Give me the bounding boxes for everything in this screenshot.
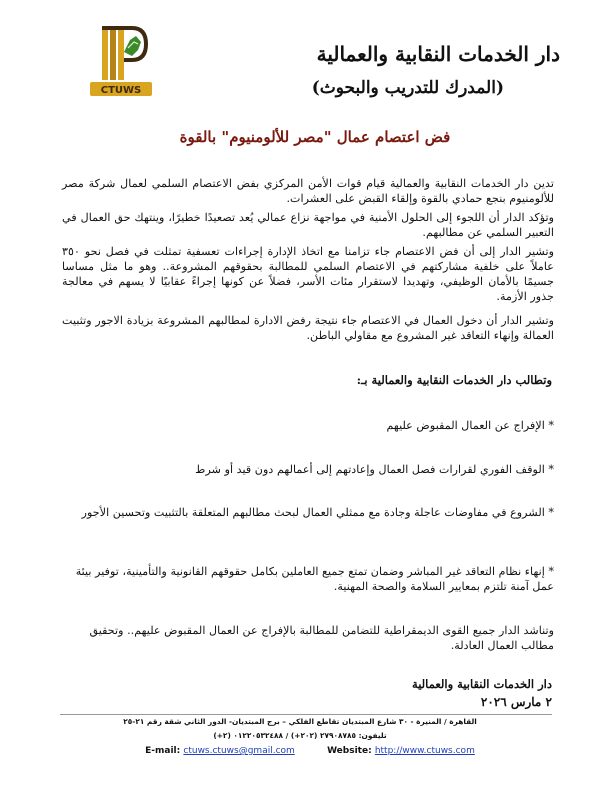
demand-item: * الشروع في مفاوضات عاجلة وجادة مع ممثلي العمال لبحث مطالبهم المتعلقة بالتثبيت وتحسين الأجور (81, 506, 554, 519)
signature: دار الخدمات النقابية والعمالية (412, 677, 552, 691)
website-link[interactable]: http://www.ctuws.com (374, 746, 475, 756)
demand-item: * الإفراج عن العمال المقبوض عليهم (386, 419, 554, 432)
demand-item: * إنهاء نظام التعاقد غير المباشر وضمان تمتع جميع العاملين بكامل حقوقهم القانونية والتأمينية، توفير بيئة عمل آمنة تلتزم بمعايير السلامة والصحة المهنية. (75, 565, 554, 593)
logo-text: CTUWS (100, 85, 142, 96)
footer-divider (60, 714, 552, 715)
org-name: دار الخدمات النقابية والعمالية (316, 42, 560, 66)
closing-paragraph: وتناشد الدار جميع القوى الديمقراطية للتضامن للمطالبة بالإفراج عن العمال المقبوض عليهم.. وتحقيق مطالب العمال العادلة. (89, 624, 554, 652)
website-label: Website: (327, 746, 372, 756)
email-label: E-mail: (145, 746, 181, 756)
document-date: ٢ مارس ٢٠٢٦ (480, 695, 552, 709)
demands-heading: وتطالب دار الخدمات النقابية والعمالية بـ: (356, 373, 552, 387)
paragraph-1: تدين دار الخدمات النقابية والعمالية قيام قوات الأمن المركزي بفض الاعتصام السلمي لعمال شركة مصر للألومنيوم بنجع حمادي بالقوة وإلقاء القبض على العشرات. (62, 177, 554, 205)
document-title: فض اعتصام عمال "مصر للألومنيوم" بالقوة (179, 128, 451, 146)
footer-phone: تليفون: ٢٧٩٠٨٧٨٥ (٢٠٢+) / ٠١٢٢٠٥٣٢٤٨٨ (٢+) (213, 731, 387, 740)
org-subtitle: (المدرك للتدريب والبحوث) (311, 78, 504, 98)
footer-address: القاهرة / المنيرة - ٣٠ شارع المبتديان تقاطع الفلكي – برج المبتديان- الدور الثاني شقة رقم ٢١-٢٥ (123, 717, 477, 726)
demand-item: * الوقف الفوري لقرارات فصل العمال وإعادتهم إلى أعمالهم دون قيد أو شرط (195, 463, 554, 476)
email-link[interactable]: ctuws.ctuws@gmail.com (183, 746, 295, 756)
footer-contact (100, 746, 520, 756)
paragraph-2: وتؤكد الدار أن اللجوء إلى الحلول الأمنية في مواجهة نزاع عمالي يُعد تصعيدًا خطيرًا، وينتهك حق العمال في التعبير السلمي عن مطالبهم. (62, 211, 554, 239)
paragraph-3: وتشير الدار إلى أن فض الاعتصام جاء تزامنا مع اتخاذ الإدارة إجراءات تعسفية تمثلت في فصل نحو ٣٥٠ عاملاً على خلفية مشاركتهم في الاعتصام السلمي للمطالبة بحقوقهم المشروعة.. وهو ما مثل مساسا جسيمًا بالأمان الوظيفي، وتهديدا لاستقرار مئات الأسر، فضلاً عن كونها إجراءً عقابيًا لا يسهم في معالجة جذور الأزمة. (62, 245, 554, 303)
paragraph-4: وتشير الدار أن دخول العمال في الاعتصام جاء نتيجة رفض الادارة لمطالبهم المشروعة بزيادة الاجور وتثبيت العمالة وإنهاء التعاقد غير المشروع مع مقاولي الباطن. (62, 314, 554, 342)
